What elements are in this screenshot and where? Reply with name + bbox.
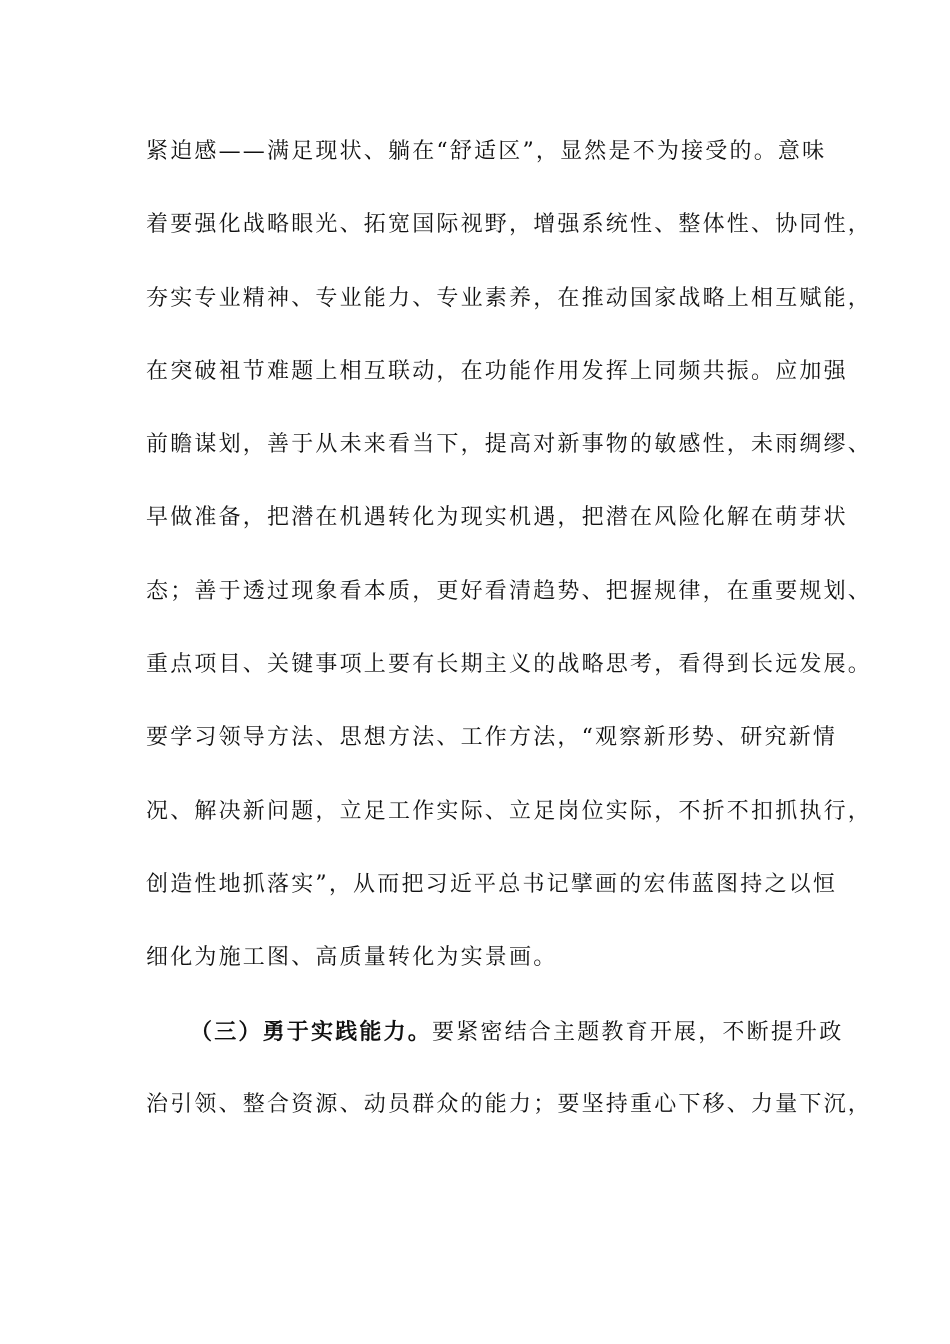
section-3-heading: （三）勇于实践能力。 bbox=[190, 1018, 433, 1045]
paragraph-line-5: 前瞻谋划，善于从未来看当下，提高对新事物的敏感性，未雨绸缪、 bbox=[146, 432, 873, 458]
paragraph-line-10: 况、解决新问题，立足工作实际、立足岗位实际，不折不扣抓执行， bbox=[146, 798, 873, 824]
paragraph-line-8: 重点项目、关键事项上要有长期主义的战略思考，看得到长远发展。 bbox=[146, 652, 873, 678]
paragraph-line-11: 创造性地抓落实”，从而把习近平总书记擘画的宏伟蓝图持之以恒 bbox=[146, 871, 838, 897]
paragraph-line-2: 着要强化战略眼光、拓宽国际视野，增强系统性、整体性、协同性， bbox=[146, 212, 873, 238]
section-3-text-start: 要紧密结合主题教育开展，不断提升政 bbox=[432, 1019, 844, 1045]
paragraph-line-1: 紧迫感——满足现状、躺在“舒适区”，显然是不为接受的。意味 bbox=[146, 139, 827, 164]
document-body bbox=[146, 130, 873, 1156]
paragraph-line-7: 态；善于透过现象看本质，更好看清趋势、把握规律，在重要规划、 bbox=[146, 578, 873, 604]
section-3-first-line bbox=[146, 1010, 844, 1083]
paragraph-line-4: 在突破袓节难题上相互联动，在功能作用发挥上同频共振。应加强 bbox=[146, 358, 848, 384]
paragraph-line-9: 要学习领导方法、思想方法、工作方法，“观察新形势、研究新情 bbox=[146, 725, 838, 751]
paragraph-line-3: 夯实专业精神、专业能力、专业素养，在推动国家战略上相互赋能， bbox=[146, 285, 873, 311]
paragraph-line-12: 细化为施工图、高质量转化为实景画。 bbox=[146, 945, 558, 971]
section-3-second-line: 治引领、整合资源、动员群众的能力；要坚持重心下移、力量下沉， bbox=[146, 1091, 873, 1117]
paragraph-line-6: 早做准备，把潜在机遇转化为现实机遇，把潜在风险化解在萌芽状 bbox=[146, 505, 848, 531]
